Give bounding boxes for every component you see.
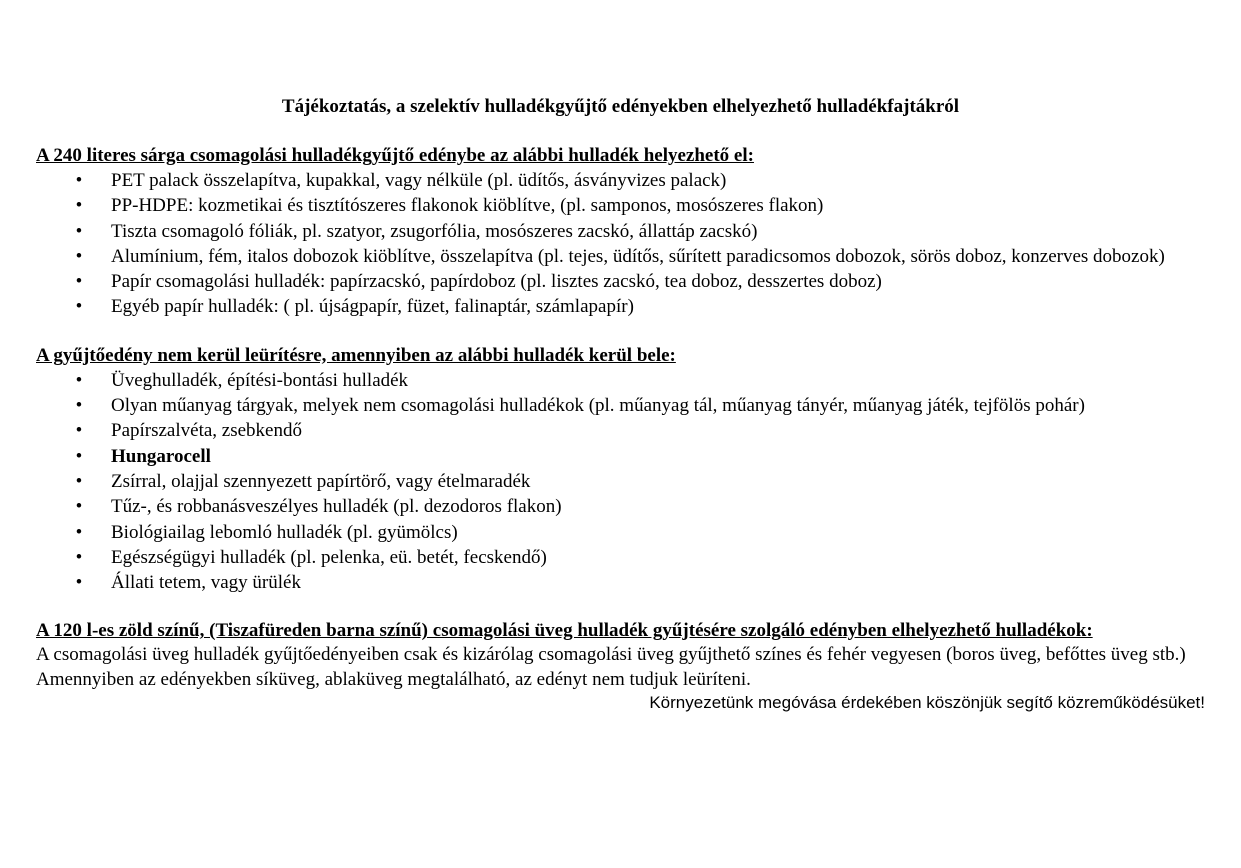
- bullet-icon: •: [75, 271, 83, 293]
- list-item: [36, 368, 1205, 393]
- list-item-text: Egyéb papír hulladék: ( pl. újságpapír, füzet, falinaptár, számlapapír): [111, 296, 634, 318]
- list-item-text: Hungarocell: [111, 445, 211, 467]
- list-item: [36, 494, 1205, 519]
- spacer: [36, 320, 1205, 344]
- list-item-text: Tűz-, és robbanásveszélyes hulladék (pl. dezodoros flakon): [111, 496, 562, 518]
- glass-bin-paragraph: A csomagolási üveg hulladék gyűjtőedényeiben csak és kizárólag csomagolási üveg gyűjthető színes és fehér vegyesen (boros üveg, befőttes üveg stb.): [36, 644, 1186, 666]
- list-item: [36, 269, 1205, 294]
- list-item-text: PET palack összelapítva, kupakkal, vagy nélküle (pl. üdítős, ásványvizes palack): [111, 170, 727, 191]
- section-not-emptied: [36, 344, 1205, 596]
- bullet-icon: •: [75, 170, 83, 191]
- bullet-icon: •: [75, 296, 83, 318]
- glass-bin-note: Amennyiben az edényekben síküveg, ablaküveg megtalálható, az edényt nem tudjuk leüríteni.: [36, 668, 751, 690]
- section-heading-not-emptied: A gyűjtőedény nem kerül leürítésre, amennyiben az alábbi hulladék kerül bele:: [36, 344, 676, 366]
- section-heading-yellow-bin: A 240 literes sárga csomagolási hulladékgyűjtő edénybe az alábbi hulladék helyezhető el:: [36, 145, 754, 166]
- list-item-text: Tiszta csomagoló fóliák, pl. szatyor, zsugorfólia, mosószeres zacskó, állattáp zacskó): [111, 220, 758, 242]
- list-item-text: Egészségügyi hulladék (pl. pelenka, eü. betét, fecskendő): [111, 546, 547, 568]
- list-item: [36, 444, 1205, 469]
- list-item: [36, 520, 1205, 545]
- list-item: [36, 294, 1205, 319]
- bullet-icon: •: [75, 369, 83, 391]
- list-item: [36, 418, 1205, 443]
- section-yellow-bin: [36, 144, 1205, 320]
- closing-thanks: Környezetünk megóvása érdekében köszönjük segítő közreműködésüket!: [649, 693, 1205, 713]
- list-item: [36, 469, 1205, 494]
- list-item: [36, 193, 1205, 218]
- document-title: Tájékoztatás, a szelektív hulladékgyűjtő edényekben elhelyezhető hulladékfajtákról: [281, 96, 960, 117]
- section-green-bin: [36, 619, 1205, 714]
- list-item-text: Alumínium, fém, italos dobozok kiöblítve, összelapítva (pl. tejes, üdítős, sűrített paradicsomos dobozok, sörös doboz, konzerves dobozok): [111, 245, 1165, 267]
- bullet-icon: •: [75, 546, 83, 568]
- spacer: [36, 119, 1205, 144]
- bullet-icon: •: [75, 496, 83, 518]
- bullet-icon: •: [75, 245, 83, 267]
- document-page: [36, 94, 1205, 714]
- list-item-text: Papírszalvéta, zsebkendő: [111, 420, 302, 442]
- section-heading-green-bin: A 120 l-es zöld színű, (Tiszafüreden barna színű) csomagolási üveg hulladék gyűjtésére szolgáló edényben elhelyezhető hulladékok:: [36, 620, 1093, 642]
- list-item: [36, 168, 1205, 193]
- list-item-text: Üveghulladék, építési-bontási hulladék: [111, 369, 409, 391]
- yellow-bin-list: [36, 168, 1205, 320]
- list-item-text: Állati tetem, vagy ürülék: [111, 572, 301, 594]
- bullet-icon: •: [75, 395, 83, 417]
- bullet-icon: •: [75, 220, 83, 242]
- bullet-icon: •: [75, 572, 83, 594]
- not-emptied-list: [36, 368, 1205, 596]
- list-item: [36, 545, 1205, 570]
- bullet-icon: •: [75, 470, 83, 492]
- list-item-text: PP-HDPE: kozmetikai és tisztítószeres flakonok kiöblítve, (pl. samponos, mosószeres flakon): [111, 195, 824, 217]
- list-item-text: Papír csomagolási hulladék: papírzacskó, papírdoboz (pl. lisztes zacskó, tea doboz, desszertes doboz): [111, 271, 882, 293]
- bullet-icon: •: [75, 445, 83, 467]
- list-item-text: Olyan műanyag tárgyak, melyek nem csomagolási hulladékok (pl. műanyag tál, műanyag tányér, műanyag játék, tejfölös pohár): [111, 395, 1085, 417]
- list-item: [36, 244, 1205, 269]
- list-item-text: Zsírral, olajjal szennyezett papírtörő, vagy ételmaradék: [111, 470, 531, 492]
- spacer: [36, 595, 1205, 619]
- list-item: [36, 393, 1205, 418]
- list-item: [36, 219, 1205, 244]
- bullet-icon: •: [75, 420, 83, 442]
- bullet-icon: •: [75, 195, 83, 217]
- bullet-icon: •: [75, 521, 83, 543]
- list-item: [36, 570, 1205, 595]
- list-item-text: Biológiailag lebomló hulladék (pl. gyümölcs): [111, 521, 458, 543]
